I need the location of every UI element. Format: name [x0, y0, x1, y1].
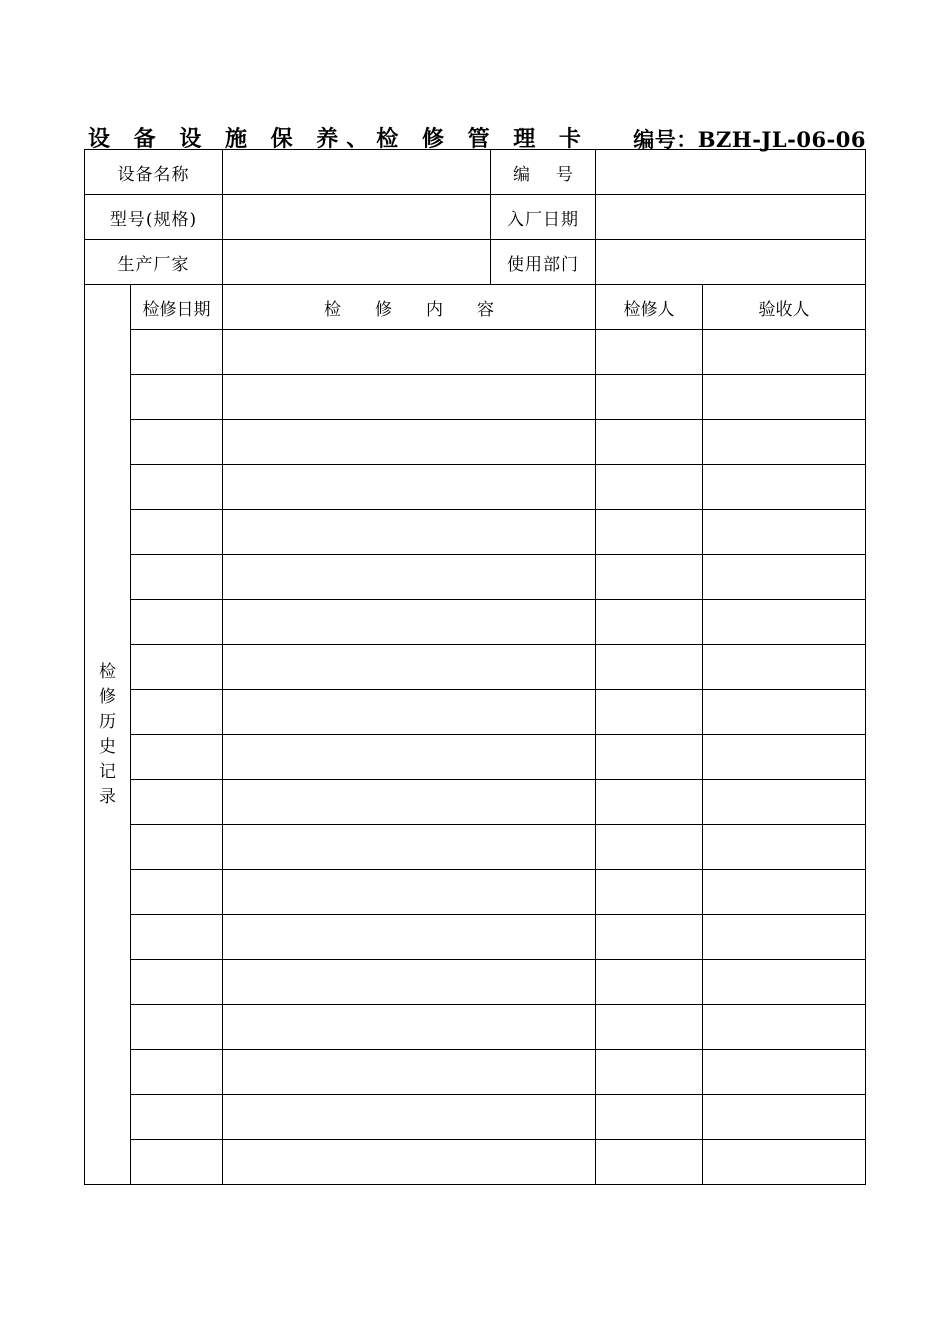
history-row	[85, 1140, 866, 1185]
history-cell-date[interactable]	[131, 420, 223, 465]
form-title: 设 备 设 施 保 养、检 修 管 理 卡	[88, 126, 589, 152]
value-equipment-name[interactable]	[223, 150, 491, 195]
history-row	[85, 600, 866, 645]
history-cell-acceptor[interactable]	[703, 1005, 866, 1050]
history-cell-repairer[interactable]	[596, 465, 703, 510]
history-row	[85, 375, 866, 420]
history-cell-date[interactable]	[131, 960, 223, 1005]
history-cell-repairer[interactable]	[596, 1005, 703, 1050]
label-serial-number-char-1: 编	[513, 164, 530, 185]
history-cell-acceptor[interactable]	[703, 690, 866, 735]
label-serial-number	[491, 150, 596, 195]
history-cell-content[interactable]	[223, 1005, 596, 1050]
history-cell-repairer[interactable]	[596, 510, 703, 555]
history-cell-repairer[interactable]	[596, 1140, 703, 1185]
history-cell-date[interactable]	[131, 1050, 223, 1095]
label-department: 使用部门	[491, 240, 596, 285]
history-cell-content[interactable]	[223, 960, 596, 1005]
history-cell-content[interactable]	[223, 330, 596, 375]
history-row	[85, 1005, 866, 1050]
info-row-manufacturer	[85, 240, 866, 285]
history-cell-content[interactable]	[223, 465, 596, 510]
history-row	[85, 555, 866, 600]
history-cell-acceptor[interactable]	[703, 960, 866, 1005]
col-header-content	[223, 285, 596, 330]
history-header-row	[85, 285, 866, 330]
history-cell-acceptor[interactable]	[703, 600, 866, 645]
col-header-content-char: 容	[477, 299, 494, 320]
history-cell-date[interactable]	[131, 375, 223, 420]
col-header-content-char: 修	[375, 299, 392, 320]
history-cell-acceptor[interactable]	[703, 465, 866, 510]
history-row	[85, 960, 866, 1005]
history-cell-date[interactable]	[131, 1140, 223, 1185]
history-cell-acceptor[interactable]	[703, 1050, 866, 1095]
history-row	[85, 870, 866, 915]
value-manufacturer[interactable]	[223, 240, 491, 285]
history-cell-repairer[interactable]	[596, 735, 703, 780]
history-row	[85, 465, 866, 510]
history-row	[85, 690, 866, 735]
history-row	[85, 1050, 866, 1095]
history-cell-date[interactable]	[131, 510, 223, 555]
history-cell-repairer[interactable]	[596, 915, 703, 960]
history-cell-repairer[interactable]	[596, 870, 703, 915]
value-entry-date[interactable]	[596, 195, 866, 240]
history-cell-acceptor[interactable]	[703, 555, 866, 600]
history-cell-acceptor[interactable]	[703, 375, 866, 420]
history-cell-content[interactable]	[223, 1140, 596, 1185]
history-cell-acceptor[interactable]	[703, 330, 866, 375]
history-row	[85, 1095, 866, 1140]
history-cell-content[interactable]	[223, 690, 596, 735]
value-department[interactable]	[596, 240, 866, 285]
label-equipment-name: 设备名称	[85, 150, 223, 195]
value-serial-number[interactable]	[596, 150, 866, 195]
info-row-model	[85, 195, 866, 240]
history-cell-repairer[interactable]	[596, 690, 703, 735]
history-cell-date[interactable]	[131, 870, 223, 915]
history-cell-repairer[interactable]	[596, 1095, 703, 1140]
history-cell-content[interactable]	[223, 735, 596, 780]
history-row	[85, 735, 866, 780]
history-cell-date[interactable]	[131, 825, 223, 870]
history-cell-content[interactable]	[223, 1050, 596, 1095]
history-cell-date[interactable]	[131, 1005, 223, 1050]
history-cell-acceptor[interactable]	[703, 1095, 866, 1140]
history-cell-repairer[interactable]	[596, 780, 703, 825]
history-cell-acceptor[interactable]	[703, 825, 866, 870]
label-manufacturer: 生产厂家	[85, 240, 223, 285]
history-cell-content[interactable]	[223, 870, 596, 915]
history-cell-repairer[interactable]	[596, 555, 703, 600]
history-cell-acceptor[interactable]	[703, 780, 866, 825]
history-cell-content[interactable]	[223, 420, 596, 465]
history-cell-content[interactable]	[223, 1095, 596, 1140]
col-header-content-chars	[223, 295, 595, 320]
col-header-content-char: 内	[426, 299, 443, 320]
history-cell-date[interactable]	[131, 735, 223, 780]
history-row	[85, 780, 866, 825]
history-row	[85, 510, 866, 555]
col-header-repairer: 检修人	[596, 285, 703, 330]
history-cell-content[interactable]	[223, 780, 596, 825]
history-cell-repairer[interactable]	[596, 420, 703, 465]
label-entry-date: 入厂日期	[491, 195, 596, 240]
col-header-date: 检修日期	[131, 285, 223, 330]
history-cell-repairer[interactable]	[596, 1050, 703, 1095]
maintenance-card-table	[84, 149, 866, 1185]
history-cell-date[interactable]	[131, 645, 223, 690]
history-cell-date[interactable]	[131, 555, 223, 600]
history-cell-date[interactable]	[131, 330, 223, 375]
form-code: 编号：BZH-JL-06-06	[633, 127, 866, 152]
history-row	[85, 420, 866, 465]
history-cell-content[interactable]	[223, 555, 596, 600]
history-cell-acceptor[interactable]	[703, 1140, 866, 1185]
history-cell-date[interactable]	[131, 690, 223, 735]
history-cell-date[interactable]	[131, 600, 223, 645]
history-cell-repairer[interactable]	[596, 600, 703, 645]
history-cell-date[interactable]	[131, 1095, 223, 1140]
history-cell-content[interactable]	[223, 510, 596, 555]
history-cell-repairer[interactable]	[596, 825, 703, 870]
history-cell-repairer[interactable]	[596, 960, 703, 1005]
history-row	[85, 825, 866, 870]
history-cell-date[interactable]	[131, 915, 223, 960]
label-model: 型号(规格)	[85, 195, 223, 240]
col-header-acceptor: 验收人	[703, 285, 866, 330]
history-cell-repairer[interactable]	[596, 330, 703, 375]
info-row-equipment-name	[85, 150, 866, 195]
history-cell-acceptor[interactable]	[703, 645, 866, 690]
history-cell-repairer[interactable]	[596, 645, 703, 690]
history-row	[85, 330, 866, 375]
history-cell-acceptor[interactable]	[703, 735, 866, 780]
history-cell-content[interactable]	[223, 375, 596, 420]
history-cell-date[interactable]	[131, 465, 223, 510]
history-cell-content[interactable]	[223, 825, 596, 870]
history-cell-acceptor[interactable]	[703, 915, 866, 960]
history-side-label: 检修历史记录	[99, 661, 116, 807]
history-cell-content[interactable]	[223, 915, 596, 960]
history-cell-content[interactable]	[223, 645, 596, 690]
history-row	[85, 645, 866, 690]
history-cell-acceptor[interactable]	[703, 870, 866, 915]
history-cell-acceptor[interactable]	[703, 420, 866, 465]
history-cell-content[interactable]	[223, 600, 596, 645]
label-serial-number-char-2: 号	[556, 164, 573, 185]
history-cell-acceptor[interactable]	[703, 510, 866, 555]
history-cell-date[interactable]	[131, 780, 223, 825]
value-model[interactable]	[223, 195, 491, 240]
history-cell-repairer[interactable]	[596, 375, 703, 420]
history-row	[85, 915, 866, 960]
col-header-content-char: 检	[324, 299, 341, 320]
history-side-label-cell	[85, 285, 131, 1185]
